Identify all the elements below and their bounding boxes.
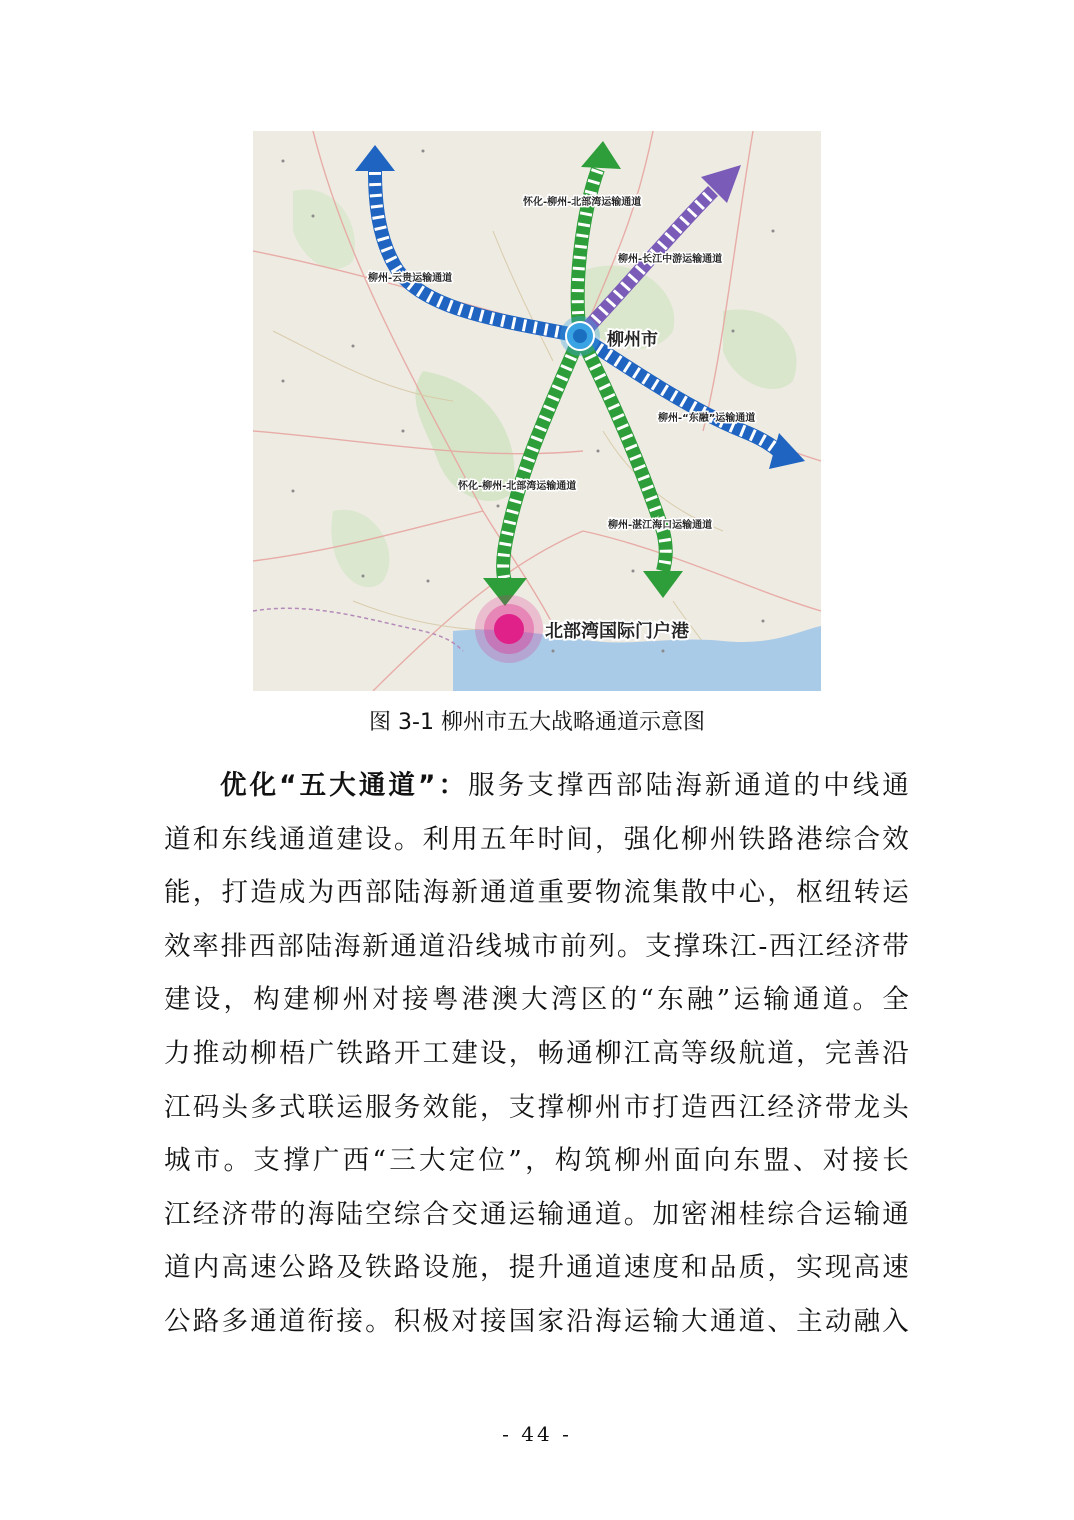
label-route-yungui: 柳州-云贵运输通道 [368,273,453,284]
map-graphic [253,131,821,691]
figure-caption: 图 3-1 柳州市五大战略通道示意图 [369,710,705,735]
paragraph-line-1 [164,759,910,813]
paragraph [164,759,910,1349]
strategic-corridor-map [253,131,821,691]
label-route-zhanjiang: 柳州-湛江海口运输通道 [608,520,713,531]
paragraph-line: 能，打造成为西部陆海新通道重要物流集散中心，枢纽转运 [164,877,910,909]
paragraph-lead: 优化“五大通道”： [220,770,469,801]
port-node [494,614,524,644]
paragraph-line: 道内高速公路及铁路设施，提升通道速度和品质，实现高速 [164,1252,910,1284]
paragraph-line: 效率排西部陆海新通道沿线城市前列。支撑珠江-西江经济带 [164,930,910,962]
paragraph-line: 城市。支撑广西“三大定位”，构筑柳州面向东盟、对接长 [164,1145,910,1177]
page-number: - 44 - [502,1422,572,1446]
center-node-core [573,329,587,343]
label-route-dongrong: 柳州-“东融”运输通道 [658,413,756,424]
paragraph-line: 江经济带的海陆空综合交通运输通道。加密湘桂综合运输通 [164,1198,910,1230]
label-center-city: 柳州市 [607,330,658,350]
paragraph-line: 建设，构建柳州对接粤港澳大湾区的“东融”运输通道。全 [164,984,910,1016]
paragraph-line: 公路多通道衔接。积极对接国家沿海运输大通道、主动融入 [164,1305,910,1337]
paragraph-line: 力推动柳梧广铁路开工建设，畅通柳江高等级航道，完善沿 [164,1037,910,1069]
paragraph-line: 道和东线通道建设。利用五年时间，强化柳州铁路港综合效 [164,823,910,855]
paragraph-line: 江码头多式联运服务效能，支撑柳州市打造西江经济带龙头 [164,1091,910,1123]
label-route-north: 怀化-柳州-北部湾运输通道 [523,197,642,208]
label-route-changjiang: 柳州-长江中游运输通道 [618,254,723,265]
label-port: 北部湾国际门户港 [545,621,689,642]
label-route-south: 怀化-柳州-北部湾运输通道 [458,481,577,492]
paragraph-line-1-text: 服务支撑西部陆海新通道的中线通 [468,770,911,801]
